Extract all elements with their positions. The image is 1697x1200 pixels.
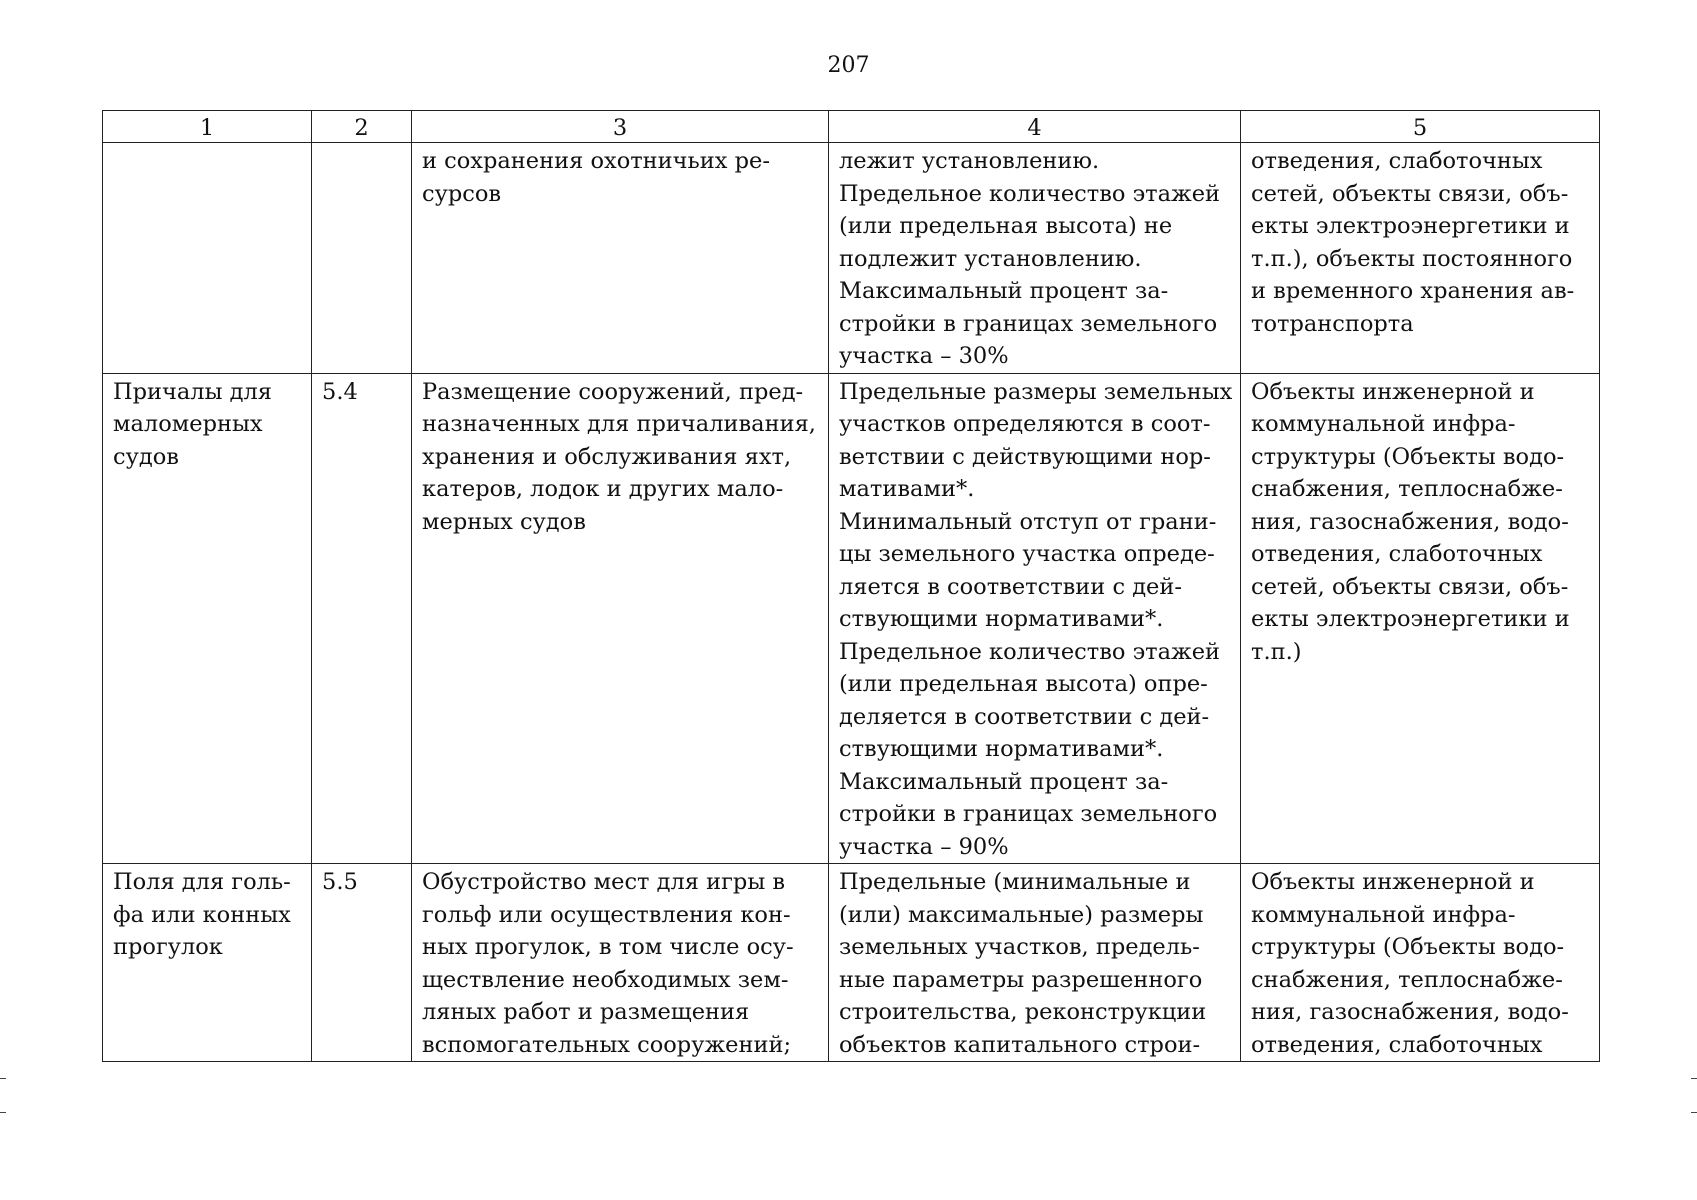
cell-text-line: вспомогательных сооружений; bbox=[422, 1031, 792, 1058]
cell-text-line: лежит установлению. bbox=[839, 148, 1100, 174]
auxiliary-uses-cell bbox=[1241, 373, 1600, 864]
cell-text-line: Объекты инженерной и bbox=[1251, 869, 1535, 895]
cell-text-line: катеров, лодок и других мало- bbox=[422, 476, 784, 502]
cell-text-line: Минимальный отступ от грани- bbox=[839, 508, 1217, 535]
cell-text-line: земельных участков, предель- bbox=[839, 934, 1200, 960]
auxiliary-uses-cell bbox=[1241, 864, 1600, 1062]
table-row bbox=[103, 864, 1600, 1062]
code-cell bbox=[312, 143, 412, 374]
cell-text-line: отведения, слаботочных bbox=[1251, 148, 1543, 174]
cell-text-line: участка – 30% bbox=[839, 343, 1009, 369]
cell-text-line: ные параметры разрешенного bbox=[839, 966, 1203, 993]
cell-text-line: отведения, слаботочных bbox=[1251, 1031, 1543, 1058]
cell-text-line: ляется в соответствии с дей- bbox=[839, 573, 1182, 600]
cell-text-line: и временного хранения ав- bbox=[1251, 278, 1575, 304]
cell-text-line: 5.4 bbox=[322, 378, 358, 405]
table-row bbox=[103, 143, 1600, 374]
land-use-type-cell bbox=[103, 143, 312, 374]
cell-text-line: мативами*. bbox=[839, 476, 975, 502]
cell-text-line: (или) максимальные) размеры bbox=[839, 901, 1204, 928]
cell-text-line: назначенных для причаливания, bbox=[422, 411, 816, 437]
page-number: 207 bbox=[827, 53, 870, 78]
cell-text-line: Причалы для bbox=[113, 378, 273, 405]
cell-text-line: цы земельного участка опреде- bbox=[839, 541, 1215, 567]
table-body bbox=[103, 143, 1600, 1062]
description-cell bbox=[412, 143, 829, 374]
cell-text-line: и сохранения охотничьих ре- bbox=[422, 148, 770, 174]
table-header-row bbox=[103, 111, 1600, 143]
description-cell bbox=[412, 864, 829, 1062]
cell-text-line: сетей, объекты связи, объ- bbox=[1251, 180, 1569, 207]
cell-text-line: 5.5 bbox=[322, 869, 358, 895]
right-edge-tick bbox=[1691, 1078, 1697, 1079]
cell-text-line: Максимальный процент за- bbox=[839, 278, 1169, 304]
column-header-4: 4 bbox=[829, 111, 1241, 143]
cell-text-line: ляных работ и размещения bbox=[422, 999, 750, 1025]
cell-text-line: (или предельная высота) не bbox=[839, 213, 1173, 239]
parameters-cell bbox=[829, 373, 1241, 864]
cell-text-line: Размещение сооружений, пред- bbox=[422, 378, 804, 405]
cell-text-line: т.п.), объекты постоянного bbox=[1251, 245, 1573, 272]
cell-text-line: ствующими нормативами*. bbox=[839, 606, 1164, 632]
cell-text-line: ния, газоснабжения, водо- bbox=[1251, 508, 1569, 535]
left-edge-tick bbox=[0, 1112, 6, 1113]
cell-text-line: тотранспорта bbox=[1251, 310, 1414, 337]
cell-text-line: структуры (Объекты водо- bbox=[1251, 443, 1565, 470]
cell-text-line: отведения, слаботочных bbox=[1251, 541, 1543, 567]
cell-text-line: екты электроэнергетики и bbox=[1251, 213, 1570, 239]
auxiliary-uses-cell bbox=[1241, 143, 1600, 374]
cell-text-line: Предельные (минимальные и bbox=[839, 869, 1191, 895]
land-use-type-cell bbox=[103, 864, 312, 1062]
cell-text-line: сурсов bbox=[422, 180, 502, 207]
cell-text-line: судов bbox=[113, 443, 179, 470]
cell-text-line: Предельные размеры земельных bbox=[839, 378, 1233, 405]
cell-text-line: т.п.) bbox=[1251, 638, 1302, 665]
cell-text-line: подлежит установлению. bbox=[839, 245, 1142, 272]
land-use-type-cell bbox=[103, 373, 312, 864]
cell-text-line: хранения и обслуживания яхт, bbox=[422, 443, 792, 470]
cell-text-line: стройки в границах земельного bbox=[839, 801, 1218, 827]
cell-text-line: коммунальной инфра- bbox=[1251, 901, 1516, 928]
cell-text-line: объектов капитального строи- bbox=[839, 1031, 1201, 1058]
cell-text-line: фа или конных bbox=[113, 901, 291, 928]
cell-text-line: мерных судов bbox=[422, 508, 586, 535]
cell-text-line: стройки в границах земельного bbox=[839, 310, 1218, 337]
cell-text-line: Объекты инженерной и bbox=[1251, 378, 1535, 405]
cell-text-line: ветствии с действующими нор- bbox=[839, 443, 1211, 470]
cell-text-line: строительства, реконструкции bbox=[839, 999, 1207, 1025]
cell-text-line: Максимальный процент за- bbox=[839, 768, 1169, 795]
right-edge-tick bbox=[1691, 1112, 1697, 1113]
code-cell bbox=[312, 864, 412, 1062]
cell-text-line: маломерных bbox=[113, 411, 263, 437]
cell-text-line: гольф или осуществления кон- bbox=[422, 901, 791, 928]
column-header-5: 5 bbox=[1241, 111, 1600, 143]
cell-text-line: екты электроэнергетики и bbox=[1251, 606, 1570, 632]
cell-text-line: ных прогулок, в том числе осу- bbox=[422, 934, 794, 960]
cell-text-line: деляется в соответствии с дей- bbox=[839, 703, 1210, 730]
cell-text-line: участков определяются в соот- bbox=[839, 411, 1211, 437]
column-header-1: 1 bbox=[103, 111, 312, 143]
description-cell bbox=[412, 373, 829, 864]
left-edge-tick bbox=[0, 1078, 6, 1079]
cell-text-line: снабжения, теплоснабже- bbox=[1251, 966, 1563, 993]
cell-text-line: Поля для голь- bbox=[113, 869, 291, 895]
cell-text-line: коммунальной инфра- bbox=[1251, 411, 1516, 437]
cell-text-line: структуры (Объекты водо- bbox=[1251, 934, 1565, 960]
cell-text-line: ствующими нормативами*. bbox=[839, 736, 1164, 762]
column-header-2: 2 bbox=[312, 111, 412, 143]
parameters-cell bbox=[829, 143, 1241, 374]
zoning-regulations-table bbox=[102, 110, 1600, 1062]
table-row bbox=[103, 373, 1600, 864]
cell-text-line: ния, газоснабжения, водо- bbox=[1251, 999, 1569, 1025]
cell-text-line: прогулок bbox=[113, 934, 223, 960]
cell-text-line: снабжения, теплоснабже- bbox=[1251, 476, 1563, 502]
cell-text-line: участка – 90% bbox=[839, 833, 1009, 860]
cell-text-line: Предельное количество этажей bbox=[839, 638, 1221, 665]
parameters-cell bbox=[829, 864, 1241, 1062]
column-header-3: 3 bbox=[412, 111, 829, 143]
cell-text-line: ществление необходимых зем- bbox=[422, 966, 789, 993]
cell-text-line: (или предельная высота) опре- bbox=[839, 671, 1208, 697]
code-cell bbox=[312, 373, 412, 864]
cell-text-line: Предельное количество этажей bbox=[839, 180, 1221, 207]
cell-text-line: Обустройство мест для игры в bbox=[422, 869, 786, 895]
cell-text-line: сетей, объекты связи, объ- bbox=[1251, 573, 1569, 600]
